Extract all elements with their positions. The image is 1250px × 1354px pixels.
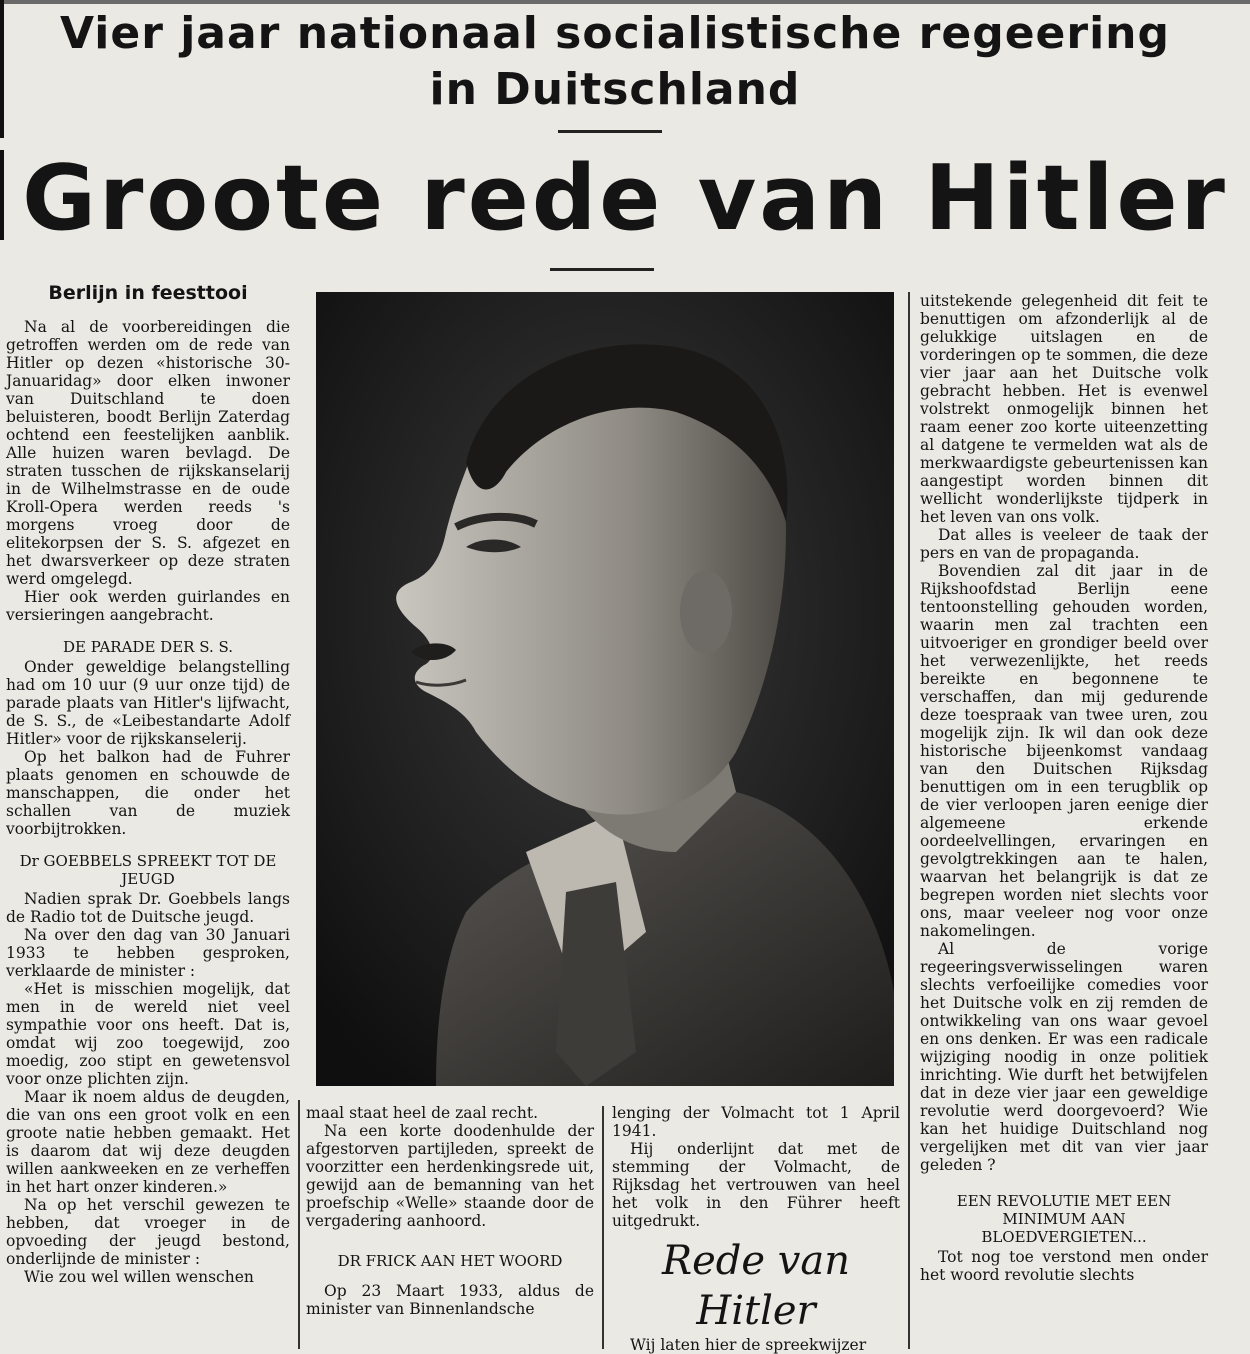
section-heading-revolutie: EEN REVOLUTIE MET EEN MINIMUM AAN BLOEDVERGIETEN...	[956, 1192, 1172, 1246]
portrait-drawing	[316, 292, 894, 1086]
divider-upper	[558, 130, 662, 133]
column-rule-3	[908, 292, 910, 1349]
article-paragraph: Wij laten hier de spreekwijzer	[630, 1336, 867, 1354]
article-paragraph: Op 23 Maart 1933, aldus de minister van Binnenlandsche	[306, 1282, 594, 1318]
subheadline-line2: in Duitschland	[429, 64, 801, 115]
column-2	[306, 1104, 594, 1318]
top-border	[0, 0, 1250, 4]
article-paragraph: Tot nog toe verstond men onder het woord revolutie slechts	[920, 1248, 1208, 1284]
article-paragraph: Bovendien zal dit jaar in de Rijkshoofdstad Berlijn eene tentoonstelling gehouden worden, waarin men zal trachten een uitvoeriger en grondiger beeld over het verwezenlijkte, het reeds bereikte en begonnene te verschaffen, dan mij gedurende deze toespraak van twee uren, zou mogelijk zijn. Ik wil dan ook deze historische bijeenkomst vandaag van den Duitschen Rijksdag benuttigen om in een terugblik op de vier verloopen jaren eenige dier algemeene erkende oordeelvellingen, ervaringen en gevolgtrekkingen aan te halen, waarvan het belangrijk is dat ze begrepen worden niet slechts voor ons, maar veeleer nog voor onze nakomelingen.	[920, 562, 1208, 940]
article-paragraph: Na op het verschil gewezen te hebben, dat vroeger in de opvoeding der jeugd bestond, onderlijnde de minister :	[6, 1196, 290, 1268]
article-paragraph: Wie zou wel willen wenschen	[24, 1268, 254, 1286]
column-4	[920, 292, 1208, 1284]
section-title-rede: Rede van Hitler	[662, 1238, 850, 1334]
article-paragraph: Onder geweldige belangstelling had om 10 uur (9 uur onze tijd) de parade plaats van Hitler's lijfwacht, de S. S., de «Leibestandarte Adolf Hitler» voor de rijkskanselerij.	[6, 658, 290, 748]
column-1	[6, 284, 290, 1286]
article-paragraph: uitstekende gelegenheid dit feit te benuttigen om afzonderlijk al de gelukkige uitslagen en de vorderingen op te sommen, die deze vier jaar aan het Duitsche volk gebracht hebben. Het is evenwel volstrekt onmogelijk binnen het raam eener zoo korte uiteenzetting al datgene te vermelden wat als de merkwaardigste gebeurtenissen kan aangestipt worden binnen dit wellicht wonderlijkste tijdperk in het leven van ons volk.	[920, 292, 1208, 526]
article-paragraph: Al de vorige regeeringsverwisselingen waren slechts verfoeilijke comedies voor het Duitsche volk en zij remden de ontwikkeling van ons waar gevoel en ons denken. Er was een radicale wijziging noodig in onze politiek inrichting. Wie durft het betwijfelen dat in deze vier jaar een geweldige revolutie werd doorgevoerd? Wie kan het huidige Duitschland nog vergelijken met dit van vier jaar geleden ?	[920, 940, 1208, 1174]
article-paragraph: lenging der Volmacht tot 1 April 1941.	[612, 1104, 900, 1140]
column-rule-2	[602, 1106, 604, 1349]
subheadline-line1: Vier jaar nationaal socialistische regeering	[60, 8, 1170, 59]
kicker-berlijn: Berlijn in feesttooi	[48, 282, 248, 304]
article-paragraph: Hier ook werden guirlandes en versieringen aangebracht.	[6, 588, 290, 624]
section-heading-goebbels: Dr GOEBBELS SPREEKT TOT DE JEUGD	[19, 852, 277, 888]
article-paragraph: maal staat heel de zaal recht.	[306, 1104, 539, 1122]
article-paragraph: Na een korte doodenhulde der afgestorven partijleden, spreekt de voorzitter een herdenkingsrede uit, gewijd aan de bemanning van het proefschip «Welle» staande door de vergadering aanhoord.	[306, 1122, 594, 1230]
section-heading-frick: DR FRICK AAN HET WOORD	[337, 1252, 563, 1270]
article-paragraph: «Het is misschien mogelijk, dat men in de wereld niet veel sympathie voor ons heeft. Dat is, omdat wij zoo toegewijd, zoo moedig, zoo stipt en gewetensvol voor onze plichten zijn.	[6, 980, 290, 1088]
section-heading-parade: DE PARADE DER S. S.	[63, 638, 233, 656]
article-paragraph: Maar ik noem aldus de deugden, die van ons een groot volk en een groote natie hebben gemaakt. Het is daarom dat wij deze deugden willen aankweeken en ze verheffen in het hart onzer kinderen.»	[6, 1088, 290, 1196]
divider-lower	[550, 268, 654, 271]
column-rule-1	[298, 1100, 300, 1349]
headline: Groote rede van Hitler	[22, 146, 1228, 251]
portrait-photo-icon	[316, 292, 894, 1086]
left-margin-rule	[0, 0, 4, 138]
article-paragraph: Nadien sprak Dr. Goebbels langs de Radio tot de Duitsche jeugd.	[6, 890, 290, 926]
column-3	[612, 1104, 900, 1354]
subheadline	[20, 6, 1210, 118]
article-paragraph: Na al de voorbereidingen die getroffen werden om de rede van Hitler op dezen «historische 30-Januaridag» door elken inwoner van Duitschland te doen beluisteren, boodt Berlijn Zaterdag ochtend een feestelijken aanblik. Alle huizen waren bevlagd. De straten tusschen de rijkskanselarij in de Wilhelmstrasse en de oude Kroll-Opera werden reeds 's morgens vroeg door de elitekorpsen der S. S. afgezet en het dwarsverkeer op deze straten werd omgelegd.	[6, 318, 290, 588]
article-paragraph: Op het balkon had de Fuhrer plaats genomen en schouwde de manschappen, die onder het schallen van de muziek voorbijtrokken.	[6, 748, 290, 838]
article-paragraph: Na over den dag van 30 Januari 1933 te hebben gesproken, verklaarde de minister :	[6, 926, 290, 980]
article-paragraph: Dat alles is veeleer de taak der pers en van de propaganda.	[920, 526, 1208, 562]
article-paragraph: Hij onderlijnt dat met de stemming der Volmacht, de Rijksdag het vertrouwen van heel het volk in den Führer heeft uitgedrukt.	[612, 1140, 900, 1230]
